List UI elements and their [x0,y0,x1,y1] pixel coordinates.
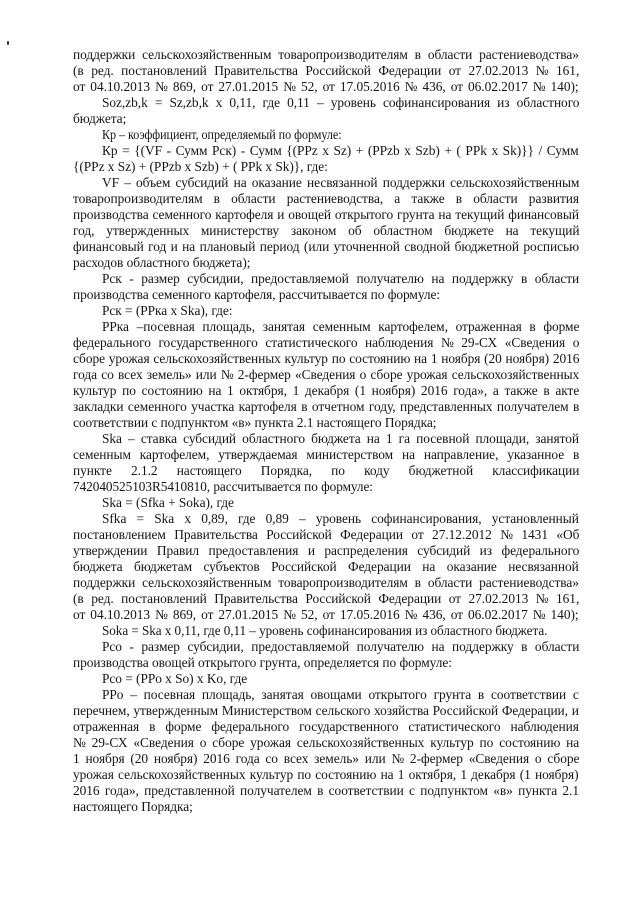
text-line: (в ред. постановлений Правительства Российской Федерации от 27.02.2013 № 161, [73,63,580,78]
text-line: (в ред. постановлений Правительства Российской Федерации от 27.02.2013 № 161, [73,591,580,606]
text-line: федерального государственного статистического наблюдения № 29-СХ «Сведения о [73,335,580,350]
text-line: Soz,zb,k = Sz,zb,k x 0,11, где 0,11 – уровень софинансирования из областного [102,95,580,110]
text-line: Ska – ставка субсидий областного бюджета на 1 га посевной площади, занятой [102,431,580,446]
text-line: семенным картофелем, утверждаемая министерством на направление, указанное в [73,447,580,462]
text-line: года со всех земель» или № 2-фермер «Сведения о сборе урожая сельскохозяйственных [73,367,580,382]
text-line: год, утвержденных министерству законом об областном бюджете на текущий [73,223,580,238]
text-line: финансовый год и на плановый период (или уточненной сводной бюджетной росписью [73,239,580,254]
text-line: Soka = Ska x 0,11, где 0,11 – уровень софинансирования из областного бюджета. [102,623,548,638]
text-line: от 04.10.2013 № 869, от 27.01.2015 № 52, от 17.05.2016 № 436, от 06.02.2017 № 140); [73,79,579,94]
text-line: VF – объем субсидий на оказание несвязанной поддержки сельскохозяйственным [102,175,580,190]
text-line: пункте 2.1.2 настоящего Порядка, по коду бюджетной классификации [73,463,580,478]
text-line: поддержки сельскохозяйственным товаропроизводителям в области растениеводства» [73,575,579,590]
text-line: товаропроизводителям в области растениеводства, а также в области развития [73,191,580,206]
text-line: перечнем, утвержденным Министерством сельского хозяйства Российской Федерации, и [73,703,579,718]
text-line: 2016 года», представленной получателем в соответствии с подпунктом «в» пункта 2.1 [73,783,580,798]
text-line: соответствии с подпунктом «в» пункта 2.1 настоящего Порядка; [73,415,437,430]
text-line: производства семенного картофеля и овощей открытого грунта на текущий финансовый [73,207,579,222]
text-line: бюджета бюджетам субъектов Российской Федерации на оказание несвязанной [73,559,579,574]
text-line: бюджета; [73,111,127,126]
text-line: Рсо = (PPo x So) x Ko, где [102,671,248,686]
text-line: производства овощей открытого грунта, определяется по формуле: [73,655,452,670]
text-line: Ska = (Sfka + Soka), где [102,495,234,510]
text-line: урожая сельскохозяйственных культур по состоянию на 1 октября, 1 декабря (1 ноября) [73,767,579,782]
text-line: культур по состоянию на 1 октября, 1 декабря (1 ноября) 2016 года», а также в акте [73,383,580,398]
text-line: Кр = {(VF - Сумм Рск) - Сумм {(PPz x Sz) + (PPzb x Szb) + ( PPk x Sk)}} / Сумм [102,143,579,158]
text-line: производства семенного картофеля, рассчитывается по формуле: [73,287,441,302]
text-line: РРка –посевная площадь, занятая семенным картофелем, отраженная в форме [102,319,580,334]
text-line: сборе урожая сельскохозяйственных культур по состоянию на 1 ноября (20 ноября) 2016 [73,351,580,366]
text-line: № 29-СХ «Сведения о сборе урожая сельскохозяйственных культур по состоянию на [73,735,580,750]
text-line: 742040525103R5410810, рассчитывается по формуле: [73,479,373,494]
text-line: расходов областного бюджета); [73,255,251,270]
text-line: поддержки сельскохозяйственным товаропроизводителям в области растениеводства» [73,47,579,62]
text-line: закладки семенного участка картофеля в отчетном году, представленных получателем в [73,399,580,414]
text-line: Кр – коэффициент, определяемый по формуле: [102,127,342,142]
scan-speck [7,41,9,45]
text-line: {(PPz x Sz) + (PPzb x Szb) + ( PPk x Sk)}, где: [73,159,328,174]
text-line: Рсо - размер субсидии, предоставляемой получателю на поддержку в области [102,639,580,654]
text-line: отраженная в форме федерального государственного статистического наблюдения [73,719,579,734]
text-line: Рск - размер субсидии, предоставляемой получателю на поддержку в области [102,271,580,286]
text-line: Sfka = Ska x 0,89, где 0,89 – уровень софинансирования, установленный [102,511,579,526]
text-line: настоящего Порядка; [73,799,193,814]
text-line: постановлением Правительства Российской Федерации от 27.12.2012 № 1431 «Об [73,527,580,542]
text-line: Рск = (РРка x Ska), где: [102,303,233,318]
text-line: 1 ноября (20 ноября) 2016 года со всех земель» или № 2-фермер «Сведения о сборе [73,751,580,766]
text-line: утверждении Правил предоставления и распределения субсидий из федерального [73,543,580,558]
text-line: от 04.10.2013 № 869, от 27.01.2015 № 52, от 17.05.2016 № 436, от 06.02.2017 № 140); [73,607,579,622]
text-line: PPo – посевная площадь, занятая овощами открытого грунта в соответствии с [102,687,579,702]
